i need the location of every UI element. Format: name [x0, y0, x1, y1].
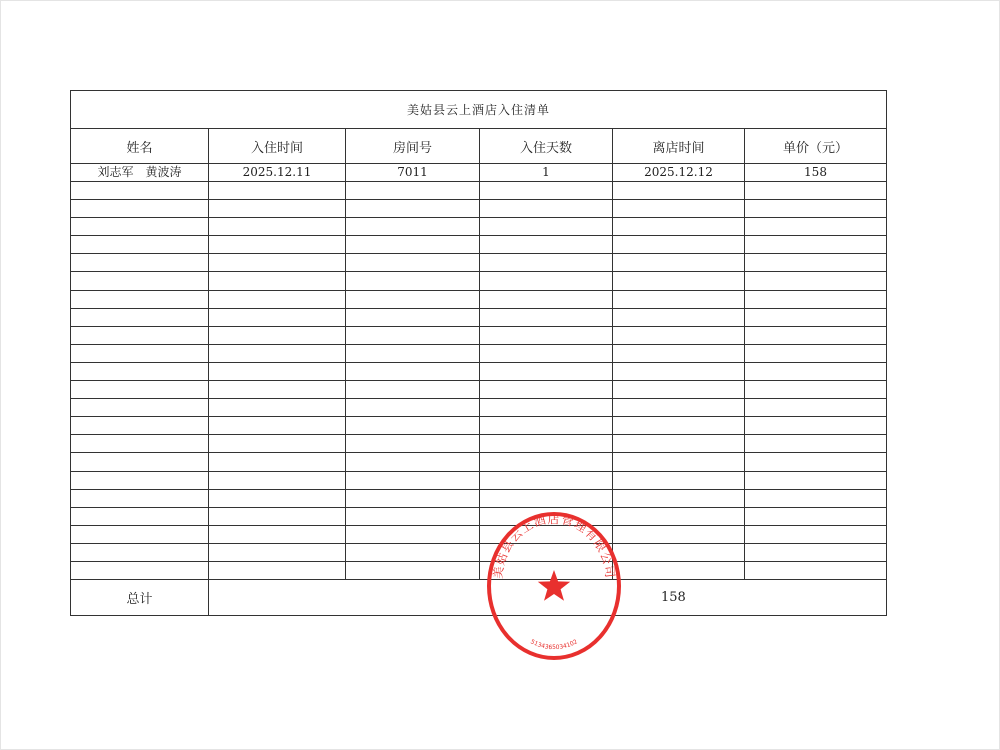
- cell-name: 刘志军 黄波涛: [71, 164, 209, 182]
- empty-cell: [209, 254, 346, 272]
- total-label: 总计: [71, 580, 209, 616]
- column-header-room-number: 房间号: [346, 129, 480, 164]
- empty-cell: [480, 290, 613, 308]
- empty-cell: [209, 218, 346, 236]
- empty-cell: [209, 435, 346, 453]
- empty-row: [71, 290, 887, 308]
- svg-text:美姑县云上酒店管理有限公司: [491, 511, 617, 579]
- empty-cell: [209, 182, 346, 200]
- empty-cell: [480, 308, 613, 326]
- empty-cell: [209, 362, 346, 380]
- empty-cell: [480, 489, 613, 507]
- cell-checkin-time: 2025.12.11: [209, 164, 346, 182]
- empty-cell: [209, 525, 346, 543]
- empty-cell: [209, 543, 346, 561]
- empty-cell: [745, 362, 887, 380]
- seal-star-icon: [538, 570, 570, 601]
- empty-row: [71, 525, 887, 543]
- empty-cell: [71, 236, 209, 254]
- empty-cell: [71, 200, 209, 218]
- empty-cell: [209, 236, 346, 254]
- empty-cell: [346, 236, 480, 254]
- empty-row: [71, 489, 887, 507]
- empty-cell: [346, 362, 480, 380]
- empty-cell: [613, 272, 745, 290]
- empty-cell: [209, 308, 346, 326]
- empty-cell: [346, 435, 480, 453]
- column-header-checkin-time: 入住时间: [209, 129, 346, 164]
- empty-cell: [745, 525, 887, 543]
- empty-cell: [209, 200, 346, 218]
- empty-row: [71, 272, 887, 290]
- empty-cell: [480, 453, 613, 471]
- empty-cell: [480, 236, 613, 254]
- empty-cell: [613, 381, 745, 399]
- empty-cell: [71, 543, 209, 561]
- empty-cell: [209, 489, 346, 507]
- empty-cell: [346, 272, 480, 290]
- empty-cell: [745, 182, 887, 200]
- empty-row: [71, 399, 887, 417]
- empty-cell: [480, 272, 613, 290]
- empty-cell: [745, 543, 887, 561]
- empty-cell: [613, 399, 745, 417]
- empty-cell: [745, 218, 887, 236]
- empty-cell: [745, 453, 887, 471]
- empty-cell: [346, 254, 480, 272]
- empty-cell: [209, 399, 346, 417]
- empty-cell: [480, 254, 613, 272]
- empty-cell: [745, 399, 887, 417]
- empty-cell: [209, 326, 346, 344]
- empty-cell: [71, 308, 209, 326]
- empty-row: [71, 507, 887, 525]
- empty-cell: [71, 435, 209, 453]
- empty-cell: [613, 471, 745, 489]
- empty-cell: [480, 326, 613, 344]
- empty-cell: [346, 417, 480, 435]
- company-seal: [486, 511, 622, 661]
- empty-row: [71, 471, 887, 489]
- empty-row: [71, 362, 887, 380]
- empty-row: [71, 218, 887, 236]
- empty-cell: [745, 561, 887, 579]
- empty-cell: [346, 381, 480, 399]
- empty-cell: [71, 254, 209, 272]
- empty-cell: [346, 344, 480, 362]
- empty-cell: [480, 381, 613, 399]
- empty-cell: [71, 381, 209, 399]
- empty-cell: [71, 417, 209, 435]
- empty-cell: [209, 290, 346, 308]
- empty-cell: [745, 236, 887, 254]
- empty-cell: [71, 344, 209, 362]
- column-header-unit-price: 单价（元）: [745, 129, 887, 164]
- empty-cell: [71, 272, 209, 290]
- column-header-name: 姓名: [71, 129, 209, 164]
- empty-row: [71, 326, 887, 344]
- empty-cell: [480, 200, 613, 218]
- empty-cell: [71, 218, 209, 236]
- empty-row: [71, 435, 887, 453]
- column-header-checkout-time: 离店时间: [613, 129, 745, 164]
- empty-cell: [613, 507, 745, 525]
- empty-cell: [613, 417, 745, 435]
- empty-cell: [71, 362, 209, 380]
- empty-cell: [346, 561, 480, 579]
- empty-cell: [346, 200, 480, 218]
- empty-cell: [71, 471, 209, 489]
- empty-cell: [346, 218, 480, 236]
- empty-cell: [613, 453, 745, 471]
- empty-cell: [209, 381, 346, 399]
- empty-cell: [346, 507, 480, 525]
- empty-cell: [480, 344, 613, 362]
- empty-row: [71, 200, 887, 218]
- empty-cell: [480, 182, 613, 200]
- empty-cell: [209, 417, 346, 435]
- empty-cell: [480, 218, 613, 236]
- empty-cell: [613, 254, 745, 272]
- empty-cell: [346, 489, 480, 507]
- empty-cell: [613, 236, 745, 254]
- empty-cell: [346, 326, 480, 344]
- column-header-nights: 入住天数: [480, 129, 613, 164]
- empty-cell: [346, 399, 480, 417]
- seal-code: 5134365034102: [529, 638, 579, 652]
- empty-cell: [209, 471, 346, 489]
- empty-cell: [71, 507, 209, 525]
- empty-cell: [480, 435, 613, 453]
- total-value: 158: [209, 580, 887, 616]
- empty-cell: [745, 471, 887, 489]
- empty-cell: [613, 362, 745, 380]
- empty-cell: [71, 290, 209, 308]
- empty-cell: [613, 344, 745, 362]
- empty-cell: [613, 218, 745, 236]
- empty-cell: [346, 471, 480, 489]
- empty-cell: [346, 308, 480, 326]
- empty-cell: [745, 344, 887, 362]
- empty-cell: [209, 272, 346, 290]
- check-in-list-table: [70, 90, 887, 616]
- empty-cell: [745, 272, 887, 290]
- empty-row: [71, 182, 887, 200]
- empty-row: [71, 381, 887, 399]
- empty-cell: [613, 182, 745, 200]
- empty-cell: [71, 399, 209, 417]
- empty-cell: [71, 453, 209, 471]
- empty-cell: [613, 543, 745, 561]
- total-row: [71, 580, 887, 616]
- empty-cell: [745, 200, 887, 218]
- empty-cell: [613, 290, 745, 308]
- empty-cell: [346, 453, 480, 471]
- empty-cell: [71, 326, 209, 344]
- empty-cell: [71, 489, 209, 507]
- empty-cell: [745, 254, 887, 272]
- empty-cell: [480, 399, 613, 417]
- cell-room-number: 7011: [346, 164, 480, 182]
- empty-cell: [209, 453, 346, 471]
- empty-cell: [209, 561, 346, 579]
- empty-cell: [745, 308, 887, 326]
- empty-cell: [346, 290, 480, 308]
- empty-row: [71, 236, 887, 254]
- empty-row: [71, 254, 887, 272]
- blank-rows: [71, 182, 887, 580]
- empty-cell: [209, 507, 346, 525]
- empty-cell: [346, 182, 480, 200]
- empty-cell: [745, 435, 887, 453]
- cell-checkout-time: 2025.12.12: [613, 164, 745, 182]
- empty-cell: [480, 362, 613, 380]
- empty-row: [71, 344, 887, 362]
- empty-cell: [71, 182, 209, 200]
- empty-cell: [613, 489, 745, 507]
- empty-cell: [613, 525, 745, 543]
- cell-unit-price: 158: [745, 164, 887, 182]
- svg-text:5134365034102: [529, 638, 579, 651]
- empty-cell: [71, 561, 209, 579]
- empty-cell: [613, 435, 745, 453]
- empty-cell: [480, 471, 613, 489]
- empty-cell: [613, 326, 745, 344]
- empty-row: [71, 417, 887, 435]
- empty-row: [71, 453, 887, 471]
- page-title: 美姑县云上酒店入住清单: [71, 91, 887, 129]
- empty-cell: [745, 507, 887, 525]
- empty-cell: [71, 525, 209, 543]
- table-row: [71, 164, 887, 182]
- empty-row: [71, 561, 887, 579]
- empty-row: [71, 308, 887, 326]
- empty-cell: [346, 525, 480, 543]
- empty-cell: [613, 308, 745, 326]
- empty-cell: [613, 200, 745, 218]
- empty-cell: [613, 561, 745, 579]
- empty-row: [71, 543, 887, 561]
- empty-cell: [745, 290, 887, 308]
- empty-cell: [346, 543, 480, 561]
- seal-text: 美姑县云上酒店管理有限公司: [490, 511, 618, 580]
- empty-cell: [745, 417, 887, 435]
- empty-cell: [745, 326, 887, 344]
- empty-cell: [209, 344, 346, 362]
- table-header: [71, 129, 887, 164]
- empty-cell: [480, 417, 613, 435]
- empty-cell: [745, 381, 887, 399]
- cell-nights: 1: [480, 164, 613, 182]
- empty-cell: [745, 489, 887, 507]
